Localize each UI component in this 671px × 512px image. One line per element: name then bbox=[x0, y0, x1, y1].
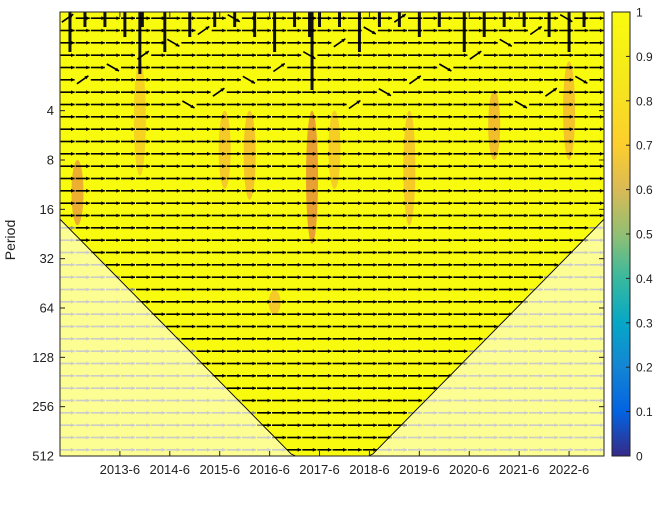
coherence-band-5 bbox=[328, 111, 340, 189]
spike-21 bbox=[483, 12, 486, 37]
y-tick-label: 128 bbox=[32, 349, 54, 365]
y-tick-label: 64 bbox=[39, 300, 54, 316]
colorbar-tick-label: 0.2 bbox=[636, 360, 653, 375]
spike-3 bbox=[123, 12, 126, 37]
coherence-band-2 bbox=[219, 111, 231, 189]
spike-22 bbox=[503, 12, 506, 27]
colorbar-tick-label: 0.4 bbox=[636, 271, 653, 286]
y-tick-label: 512 bbox=[32, 448, 54, 464]
colorbar-tick-label: 0.3 bbox=[636, 316, 653, 331]
colorbar-tick-label: 1 bbox=[636, 5, 643, 20]
colorbar-tick-label: 0.7 bbox=[636, 138, 653, 153]
x-tick-label: 2013-6 bbox=[99, 462, 141, 477]
y-tick-label: 8 bbox=[46, 152, 54, 168]
spike-14 bbox=[338, 12, 341, 27]
colorbar-tick-label: 0.1 bbox=[636, 405, 653, 420]
coherence-band-7 bbox=[488, 90, 500, 160]
spike-6 bbox=[188, 12, 191, 37]
x-tick-label: 2014-6 bbox=[149, 462, 191, 477]
y-tick-label: 16 bbox=[39, 201, 54, 217]
colorbar-tick-label: 0.6 bbox=[636, 183, 653, 198]
y-tick-label: 32 bbox=[39, 251, 54, 267]
y-tick-label: 256 bbox=[32, 399, 54, 415]
y-axis-label: Period bbox=[2, 219, 18, 261]
spike-16 bbox=[378, 12, 381, 27]
y-tick-label: 4 bbox=[46, 103, 54, 119]
x-tick-label: 2018-6 bbox=[349, 462, 390, 477]
colorbar-tick-label: 0 bbox=[636, 449, 643, 464]
x-tick-label: 2022-6 bbox=[548, 462, 590, 477]
x-tick-label: 2017-6 bbox=[299, 462, 340, 477]
spike-2 bbox=[103, 12, 106, 27]
spike-7 bbox=[213, 12, 216, 27]
x-tick-label: 2020-6 bbox=[449, 462, 490, 477]
colorbar-tick-label: 0.8 bbox=[636, 94, 653, 109]
spike-24 bbox=[548, 12, 551, 37]
coherence-band-4 bbox=[306, 111, 318, 244]
spike-9 bbox=[253, 12, 256, 37]
spike-11 bbox=[293, 12, 296, 27]
x-tick-label: 2019-6 bbox=[399, 462, 440, 477]
x-tick-label: 2016-6 bbox=[249, 462, 290, 477]
spike-19 bbox=[438, 12, 441, 27]
x-tick-label: 2021-6 bbox=[498, 462, 540, 477]
colorbar-tick-label: 0.9 bbox=[636, 49, 653, 64]
coherence-band-3 bbox=[244, 111, 256, 200]
spike-1 bbox=[83, 12, 86, 27]
coherence-band-8 bbox=[563, 61, 575, 160]
x-tick-label: 2015-6 bbox=[199, 462, 240, 477]
colorbar-tick-label: 0.5 bbox=[636, 227, 653, 242]
coherence-band-1 bbox=[134, 61, 146, 176]
coherence-band-6 bbox=[403, 111, 415, 226]
